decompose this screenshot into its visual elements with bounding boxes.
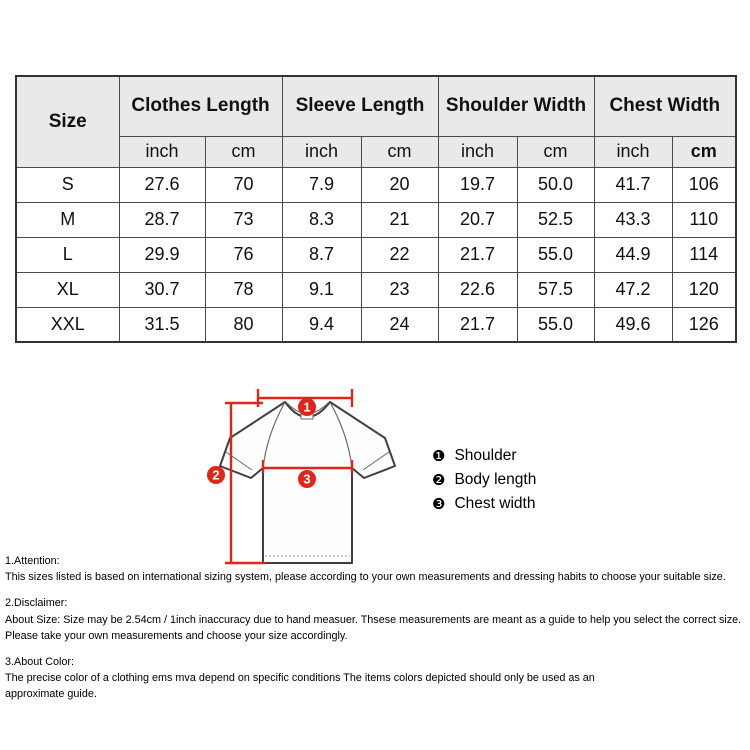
table-row-s [16,167,736,202]
note-body: About Size: Size may be 2.54cm / 1inch inaccuracy due to hand measuer. Thsese measurements are meant as a guide to help you select the correct size. Please take your own measurements and choose your size accordingly. [5,613,742,642]
value-cell: 28.7 [119,202,205,237]
value-cell: 9.1 [282,272,361,307]
legend-item-body-length [432,468,536,492]
size-column-header: Size [16,76,119,167]
note-body: This sizes listed is based on international sizing system, please according to your own measurements and dressing habits to choose your suitable size. [5,571,726,584]
group-header-chest-width: Chest Width [594,76,736,136]
value-cell: 31.5 [119,307,205,342]
value-cell: 19.7 [438,167,517,202]
unit-header: inch [594,136,672,167]
value-cell: 8.7 [282,237,361,272]
note-body: The precise color of a clothing ems mva depend on specific conditions The items colors depicted should only be used as an approximate guide. [5,672,595,701]
legend-label: Body length [454,471,537,488]
size-table-section [15,75,737,343]
value-cell: 78 [205,272,282,307]
value-cell: 110 [672,202,736,237]
value-cell: 22 [361,237,438,272]
size-cell: M [16,202,119,237]
value-cell: 49.6 [594,307,672,342]
size-cell: XXL [16,307,119,342]
value-cell: 29.9 [119,237,205,272]
note-title: 2.Disclaimer: [5,597,68,610]
note-title: 1.Attention: [5,555,60,567]
value-cell: 50.0 [517,167,594,202]
value-cell: 24 [361,307,438,342]
legend-item-shoulder [432,444,536,468]
value-cell: 106 [672,167,736,202]
table-row-m [16,202,736,237]
value-cell: 55.0 [517,237,594,272]
size-cell: XL [16,272,119,307]
unit-header: inch [438,136,517,167]
value-cell: 57.5 [517,272,594,307]
value-cell: 80 [205,307,282,342]
size-cell: L [16,237,119,272]
circled-two-icon: ❷ [432,471,446,489]
size-cell: S [16,167,119,202]
value-cell: 21 [361,202,438,237]
table-row-l [16,237,736,272]
value-cell: 23 [361,272,438,307]
unit-header: cm [517,136,594,167]
value-cell: 30.7 [119,272,205,307]
legend-label: Chest width [454,495,536,512]
marker-2-number: 2 [212,467,220,483]
value-cell: 76 [205,237,282,272]
notes-section [5,553,750,713]
value-cell: 44.9 [594,237,672,272]
circled-three-icon: ❸ [432,495,446,513]
value-cell: 20.7 [438,202,517,237]
value-cell: 27.6 [119,167,205,202]
unit-header: inch [282,136,361,167]
value-cell: 41.7 [594,167,672,202]
unit-header: cm [672,136,736,167]
value-cell: 20 [361,167,438,202]
legend-label: Shoulder [454,447,517,464]
size-table [15,75,737,343]
value-cell: 73 [205,202,282,237]
table-header-row-units [16,136,736,167]
tshirt-measurement-diagram [190,380,420,570]
value-cell: 43.3 [594,202,672,237]
value-cell: 47.2 [594,272,672,307]
value-cell: 120 [672,272,736,307]
measurement-legend [432,444,536,516]
unit-header: cm [205,136,282,167]
group-header-shoulder-width: Shoulder Width [438,76,594,136]
legend-item-chest-width [432,492,536,516]
note-attention [5,553,750,585]
unit-header: inch [119,136,205,167]
value-cell: 21.7 [438,237,517,272]
group-header-sleeve-length: Sleeve Length [282,76,438,136]
table-header-row-groups [16,76,736,136]
table-row-xl [16,272,736,307]
table-row-xxl [16,307,736,342]
note-disclaimer [5,595,750,644]
unit-header: cm [361,136,438,167]
value-cell: 52.5 [517,202,594,237]
value-cell: 21.7 [438,307,517,342]
value-cell: 22.6 [438,272,517,307]
marker-3-number: 3 [303,471,311,487]
note-title: 3.About Color: [5,655,75,668]
value-cell: 8.3 [282,202,361,237]
value-cell: 9.4 [282,307,361,342]
value-cell: 114 [672,237,736,272]
note-about-color [5,654,750,703]
value-cell: 55.0 [517,307,594,342]
value-cell: 126 [672,307,736,342]
group-header-clothes-length: Clothes Length [119,76,282,136]
circled-one-icon: ❶ [432,447,446,465]
value-cell: 70 [205,167,282,202]
value-cell: 7.9 [282,167,361,202]
marker-1-number: 1 [303,399,311,415]
